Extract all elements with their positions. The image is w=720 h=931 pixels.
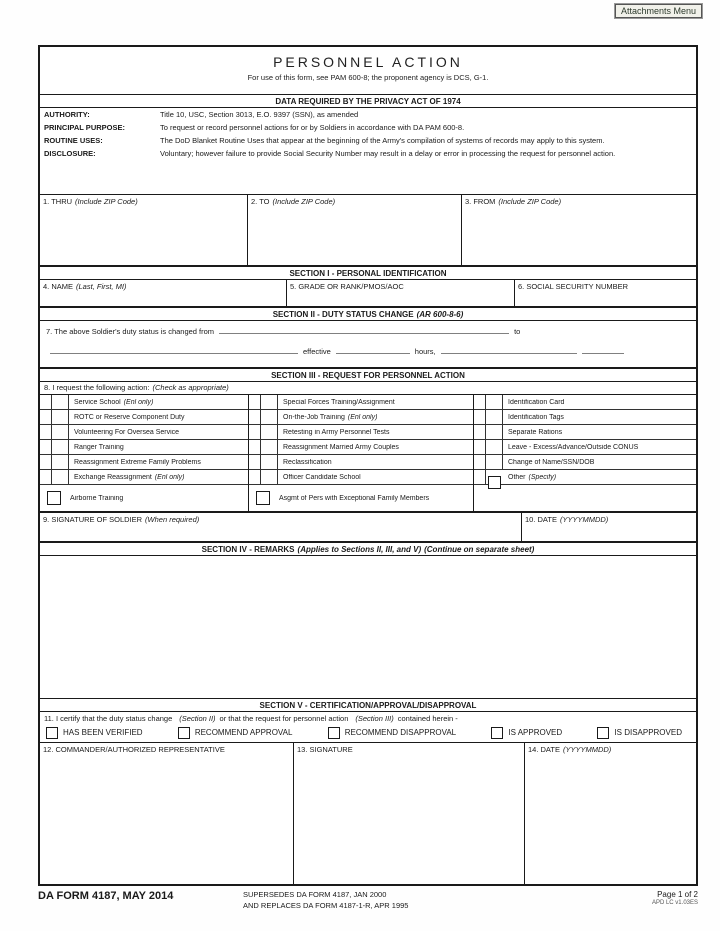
form-number: DA FORM 4187, MAY 2014 (38, 890, 174, 902)
date-10-hint: (YYYYMMDD) (559, 515, 609, 524)
checkbox-exchange-reassignment[interactable] (52, 470, 69, 484)
checkbox-efmp-assignment[interactable] (256, 491, 270, 505)
checkbox-married-army-couples[interactable] (261, 440, 278, 454)
checkbox-reclassification[interactable] (261, 455, 278, 469)
action-row (40, 470, 248, 485)
date-10-label: 10. DATE (525, 515, 557, 524)
action-label: Retesting in Army Personnel Tests (283, 428, 390, 436)
action-label: Other (508, 473, 526, 481)
supersedes-line-1: SUPERSEDES DA FORM 4187, JAN 2000 (243, 890, 387, 899)
commander-field[interactable] (40, 743, 294, 885)
certify-line (40, 712, 696, 725)
from-hint: (Include ZIP Code) (498, 197, 562, 206)
check-label: IS DISAPPROVED (614, 728, 682, 737)
action-label: Reclassification (283, 458, 332, 466)
privacy-act-block (40, 95, 696, 195)
supersedes-line-2: AND REPLACES DA FORM 4187-1-R, APR 1995 (243, 900, 409, 910)
privacy-label: DISCLOSURE: (44, 148, 96, 158)
section-4-hint-1: (Applies to Sections II, III, and V) (297, 545, 422, 554)
privacy-act-header: DATA REQUIRED BY THE PRIVACY ACT OF 1974 (40, 95, 696, 108)
form-footer (38, 890, 698, 911)
extra-blank[interactable] (582, 345, 624, 354)
checkbox-has-been-verified[interactable] (46, 727, 58, 739)
check-option (597, 727, 682, 739)
name-label: 4. NAME (43, 282, 74, 291)
action-row (249, 440, 473, 455)
action-row (40, 410, 248, 425)
checkbox-ranger-training[interactable] (52, 440, 69, 454)
action-label: Change of Name/SSN/DOB (508, 458, 595, 466)
certify-hint-section-2: (Section II) (179, 713, 216, 723)
action-row (474, 395, 696, 410)
request-action-grid (40, 395, 696, 513)
section-5-header: SECTION V - CERTIFICATION/APPROVAL/DISAPPROVAL (40, 699, 696, 712)
from-label: 3. FROM (465, 197, 496, 206)
action-hint: (Enl only) (123, 398, 154, 406)
action-row (249, 455, 473, 470)
action-row (40, 485, 248, 511)
check-option (328, 727, 456, 739)
section-1-header: SECTION I - PERSONAL IDENTIFICATION (40, 267, 696, 280)
checkbox-separate-rations[interactable] (486, 425, 503, 439)
date-14-label: 14. DATE (528, 744, 560, 754)
grade-rank-label: 5. GRADE OR RANK/PMOS/AOC (290, 282, 404, 291)
signature-field-13[interactable] (294, 743, 525, 885)
action-row (474, 455, 696, 470)
action-label: Identification Card (508, 398, 565, 406)
hours-word: hours, (414, 347, 436, 356)
privacy-row-purpose (40, 121, 696, 134)
checkbox-on-the-job-training[interactable] (261, 410, 278, 424)
checkbox-retesting[interactable] (261, 425, 278, 439)
signature-13-label: 13. SIGNATURE (297, 744, 353, 754)
privacy-text: Voluntary; however failure to provide Social Security Number may result in a delay or error in processing the request for personnel action. (160, 148, 616, 158)
action-column-1 (40, 395, 249, 511)
checkbox-extreme-family-problems[interactable] (52, 455, 69, 469)
action-label: Identification Tags (508, 413, 564, 421)
duty-status-to-blank[interactable] (50, 345, 298, 354)
duty-status-line-2 (46, 345, 690, 356)
address-row (40, 195, 696, 267)
to-hint: (Include ZIP Code) (272, 197, 336, 206)
duty-status-line-1 (46, 325, 690, 336)
action-row (249, 485, 473, 511)
checkbox-identification-card[interactable] (486, 395, 503, 409)
action-row (249, 395, 473, 410)
form-title: PERSONNEL ACTION (273, 54, 463, 70)
section-2-hint: (AR 600-8-6) (416, 310, 464, 319)
checkbox-airborne-training[interactable] (47, 491, 61, 505)
check-option (46, 727, 143, 739)
name-hint: (Last, First, MI) (76, 282, 127, 291)
action-row (249, 410, 473, 425)
duty-status-text: 7. The above Soldier's duty status is changed from (46, 327, 215, 336)
signature-of-soldier-field[interactable] (40, 513, 522, 541)
action-label: Volunteering For Oversea Service (74, 428, 180, 436)
checkbox-change-of-name-ssn-dob[interactable] (486, 455, 503, 469)
check-option (178, 727, 293, 739)
action-row (249, 470, 473, 485)
action-label: Reassignment Married Army Couples (283, 443, 399, 451)
action-row (474, 425, 696, 440)
grade-rank-field[interactable] (287, 280, 515, 306)
checkbox-oversea-service[interactable] (52, 425, 69, 439)
request-action-line (40, 382, 696, 395)
name-field[interactable] (40, 280, 287, 306)
thru-field[interactable] (40, 195, 248, 265)
soldier-signature-row (40, 513, 696, 543)
section-3-header: SECTION III - REQUEST FOR PERSONNEL ACTION (40, 369, 696, 382)
checkbox-special-forces[interactable] (261, 395, 278, 409)
privacy-row-authority (40, 108, 696, 121)
checkbox-officer-candidate-school[interactable] (261, 470, 278, 484)
action-hint: (Specify) (528, 473, 557, 481)
action-row (40, 425, 248, 440)
privacy-text: To request or record personnel actions for or by Soldiers in accordance with DA PAM 600-8. (160, 122, 465, 132)
effective-word: effective (303, 347, 331, 356)
action-row (474, 410, 696, 425)
action-label: Service School (74, 398, 121, 406)
action-row (40, 440, 248, 455)
action-label: Asgmt of Pers with Exceptional Family Members (279, 494, 430, 502)
ssn-field[interactable] (515, 280, 696, 306)
action-row (40, 395, 248, 410)
from-field[interactable] (462, 195, 696, 265)
certification-checkboxes (40, 725, 696, 743)
certify-text: 11. I certify that the duty status change (44, 713, 173, 723)
checkbox-excess-leave[interactable] (486, 440, 503, 454)
item8-hint: (Check as appropriate) (152, 383, 229, 392)
ssn-label: 6. SOCIAL SECURITY NUMBER (518, 282, 629, 291)
privacy-row-disclosure (40, 147, 696, 160)
other-specify-area[interactable] (474, 485, 696, 511)
action-hint: (Enl only) (154, 473, 185, 481)
to-word: to (514, 327, 521, 336)
check-label: IS APPROVED (508, 728, 563, 737)
checkbox-service-school[interactable] (52, 395, 69, 409)
action-label: Airborne Training (70, 494, 124, 502)
privacy-row-routine-uses (40, 134, 696, 147)
form-subtitle: For use of this form, see PAM 600-8; the proponent agency is DCS, G-1. (247, 73, 489, 82)
action-label: Separate Rations (508, 428, 563, 436)
apd-version: APD LC v1.03ES (651, 900, 698, 906)
checkbox-identification-tags[interactable] (486, 410, 503, 424)
section-4-title: SECTION IV - REMARKS (201, 545, 295, 554)
signature-of-soldier-hint: (When required) (145, 515, 200, 524)
action-label: Reassignment Extreme Family Problems (74, 458, 201, 466)
date-field-14[interactable] (525, 743, 696, 885)
certify-text: or that the request for personnel action (219, 713, 349, 723)
action-label: Officer Candidate School (283, 473, 361, 481)
check-option (491, 727, 562, 739)
action-label: Leave - Excess/Advance/Outside CONUS (508, 443, 639, 451)
privacy-text: The DoD Blanket Routine Uses that appear at the beginning of the Army's compilation of systems of records may apply to this system. (160, 135, 605, 145)
duty-status-change-block (40, 321, 696, 369)
da-form-4187 (38, 45, 698, 886)
action-label: Ranger Training (74, 443, 124, 451)
action-hint: (Enl only) (347, 413, 378, 421)
thru-hint: (Include ZIP Code) (75, 197, 138, 206)
privacy-label: AUTHORITY: (44, 110, 90, 119)
checkbox-recommend-disapproval[interactable] (328, 727, 340, 739)
action-row (474, 440, 696, 455)
duty-status-from-blank[interactable] (219, 325, 509, 334)
hours-blank[interactable] (441, 345, 577, 354)
identification-row (40, 280, 696, 308)
attachments-menu-button[interactable]: Attachments Menu (615, 4, 702, 18)
action-label: On-the-Job Training (283, 413, 345, 421)
action-label: Special Forces Training/Assignment (283, 398, 395, 406)
checkbox-rotc-reserve-duty[interactable] (52, 410, 69, 424)
checkbox-is-approved[interactable] (491, 727, 503, 739)
footer-right (588, 890, 698, 906)
certify-text: contained herein - (397, 713, 458, 723)
privacy-label: PRINCIPAL PURPOSE: (44, 122, 125, 132)
commander-row (40, 743, 696, 885)
action-column-2 (249, 395, 474, 511)
section-4-header (40, 543, 696, 556)
section-4-hint-2: (Continue on separate sheet) (424, 545, 535, 554)
action-row (474, 470, 696, 485)
check-label: RECOMMEND APPROVAL (194, 728, 293, 737)
action-row (40, 455, 248, 470)
remarks-area[interactable] (40, 556, 696, 699)
date-field-10[interactable] (522, 513, 696, 541)
action-label: Exchange Reassignment (74, 473, 152, 481)
supersedes-note (243, 890, 588, 911)
section-2-title: SECTION II - DUTY STATUS CHANGE (272, 310, 414, 319)
action-column-3 (474, 395, 696, 511)
section-2-header (40, 308, 696, 321)
check-label: HAS BEEN VERIFIED (63, 728, 143, 737)
certify-hint-section-3: (Section III) (355, 713, 394, 723)
form-title-block (40, 47, 696, 95)
privacy-label: ROUTINE USES: (44, 135, 103, 145)
thru-label: 1. THRU (43, 197, 73, 206)
privacy-text: Title 10, USC, Section 3013, E.O. 9397 (SSN), as amended (160, 110, 359, 119)
item8-label: 8. I request the following action: (44, 383, 150, 392)
signature-of-soldier-label: 9. SIGNATURE OF SOLDIER (43, 515, 143, 524)
commander-label: 12. COMMANDER/AUTHORIZED REPRESENTATIVE (43, 744, 225, 754)
action-label: ROTC or Reserve Component Duty (74, 413, 185, 421)
date-14-hint: (YYYYMMDD) (562, 744, 612, 754)
page-indicator: Page 1 of 2 (657, 890, 698, 899)
check-label: RECOMMEND DISAPPROVAL (344, 728, 457, 737)
to-field[interactable] (248, 195, 462, 265)
checkbox-is-disapproved[interactable] (597, 727, 609, 739)
checkbox-other[interactable] (488, 476, 501, 489)
action-row (249, 425, 473, 440)
checkbox-recommend-approval[interactable] (178, 727, 190, 739)
effective-date-blank[interactable] (336, 345, 410, 354)
to-label: 2. TO (251, 197, 270, 206)
